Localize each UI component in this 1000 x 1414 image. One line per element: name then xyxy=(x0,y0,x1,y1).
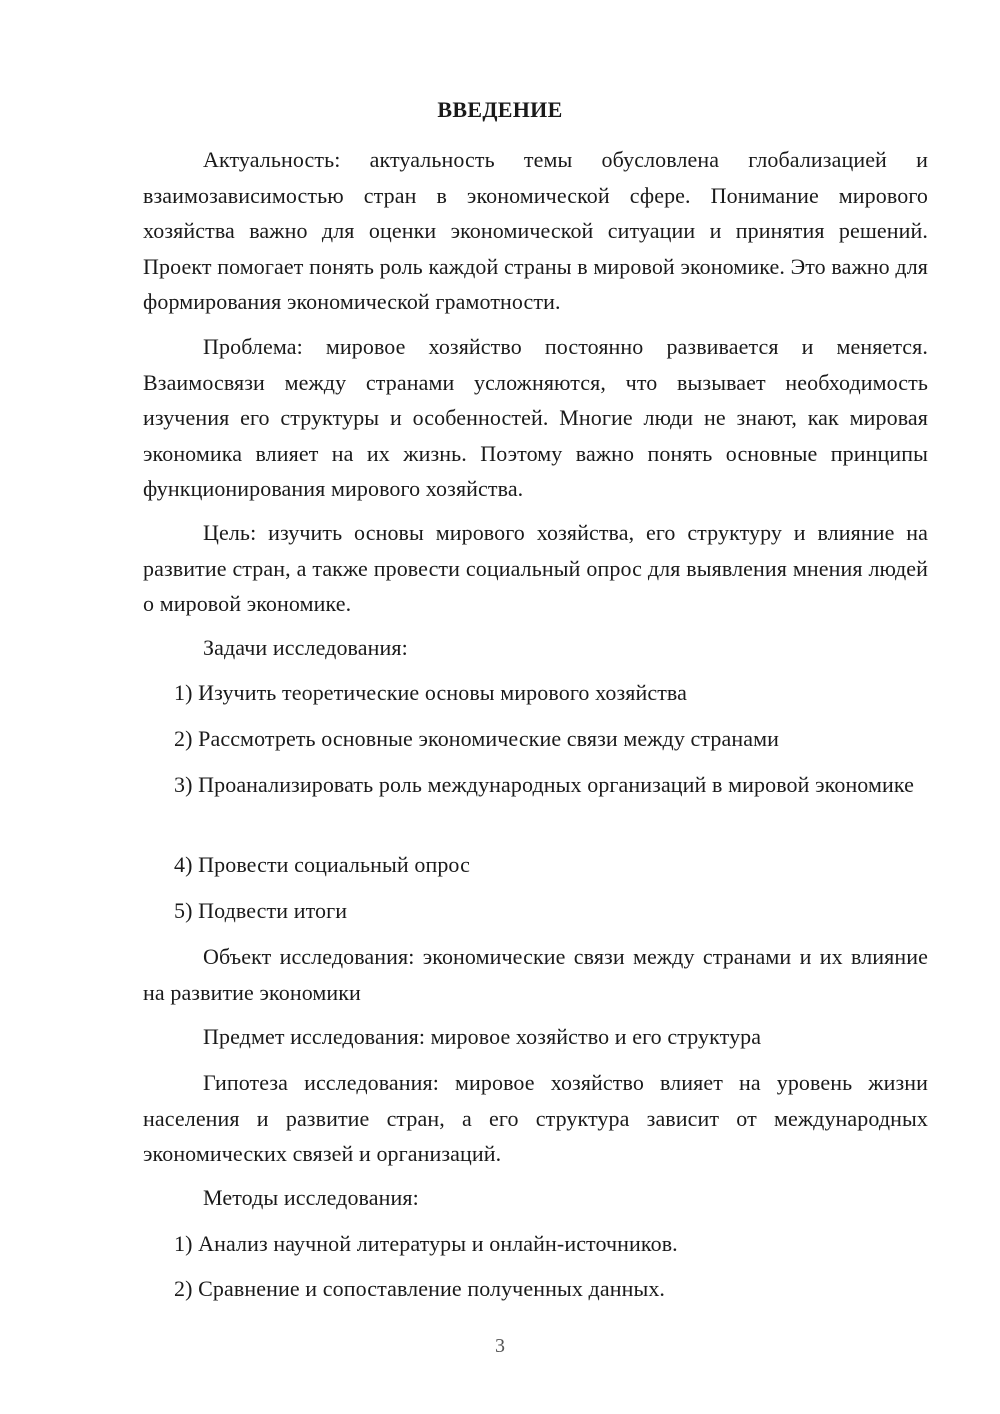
task-item: 4) Провести социальный опрос xyxy=(174,852,470,877)
method-item: 1) Анализ научной литературы и онлайн-источников. xyxy=(174,1231,678,1256)
task-item: 1) Изучить теоретические основы мирового хозяйства xyxy=(174,680,687,705)
tasks-heading: Задачи исследования: xyxy=(203,635,408,660)
task-item: 5) Подвести итоги xyxy=(174,898,348,923)
relevance-paragraph: Актуальность: актуальность темы обусловлена глобализацией и взаимозависимостью стран в экономической сфере. Понимание мирового хозяйства важно для оценки экономической ситуации и принятия решений. Проект помогает понять роль каждой страны в мировой экономике. Это важно для формирования экономической грамотности. xyxy=(143,147,928,315)
task-item: 2) Рассмотреть основные экономические связи между странами xyxy=(174,726,779,751)
task-item: 3) Проанализировать роль международных организаций в мировой экономике xyxy=(174,772,914,797)
section-title: ВВЕДЕНИЕ xyxy=(437,97,563,122)
subject-paragraph: Предмет исследования: мировое хозяйство и его структура xyxy=(203,1024,762,1049)
page-number: 3 xyxy=(495,1335,505,1357)
problem-paragraph: Проблема: мировое хозяйство постоянно развивается и меняется. Взаимосвязи между странами усложняются, что вызывает необходимость изучения его структуры и особенностей. Многие люди не знают, как мировая экономика влияет на их жизнь. Поэтому важно понять основные принципы функционирования мирового хозяйства. xyxy=(143,334,928,502)
object-paragraph: Объект исследования: экономические связи между странами и их влияние на развитие экономики xyxy=(143,944,928,1005)
hypothesis-paragraph: Гипотеза исследования: мировое хозяйство влияет на уровень жизни населения и развитие стран, а его структура зависит от международных экономических связей и организаций. xyxy=(143,1070,928,1167)
methods-heading: Методы исследования: xyxy=(203,1185,419,1210)
goal-paragraph: Цель: изучить основы мирового хозяйства, его структуру и влияние на развитие стран, а также провести социальный опрос для выявления мнения людей о мировой экономике. xyxy=(143,520,928,617)
method-item: 2) Сравнение и сопоставление полученных данных. xyxy=(174,1276,666,1301)
